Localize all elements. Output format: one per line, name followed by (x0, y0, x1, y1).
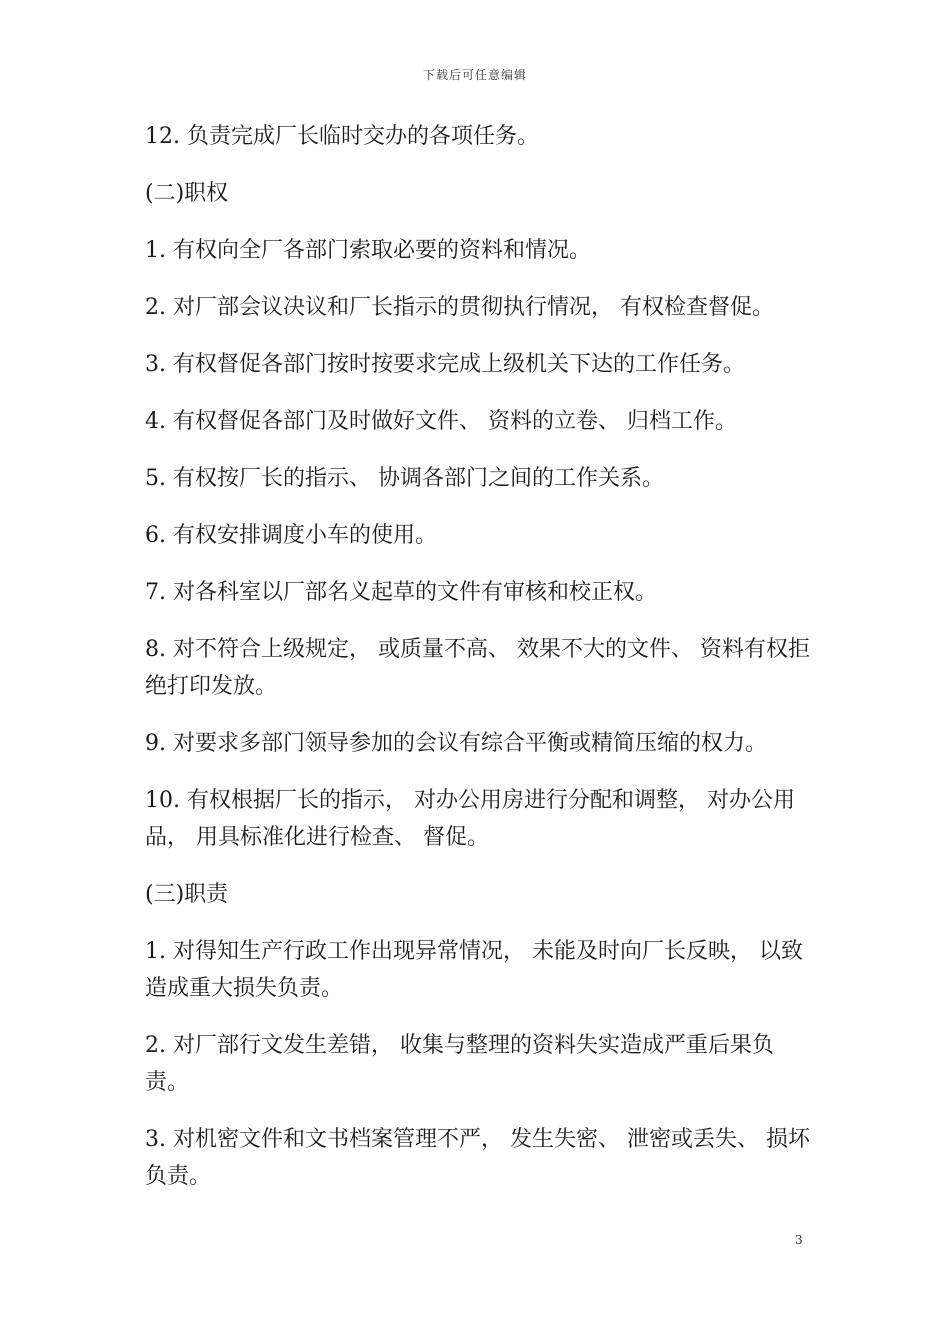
page-number: 3 (795, 1233, 803, 1247)
paragraph: 3. 有权督促各部门按时按要求完成上级机关下达的工作任务。 (145, 352, 745, 377)
paragraph: 6. 有权安排调度小车的使用。 (145, 523, 437, 548)
section-heading: (二)职权 (145, 181, 229, 206)
paragraph: 9. 对要求多部门领导参加的会议有综合平衡或精简压缩的权力。 (145, 731, 767, 756)
paragraph: 8. 对不符合上级规定， 或质量不高、 效果不大的文件、 资料有权拒绝打印发放。 (145, 637, 810, 699)
paragraph: 5. 有权按厂长的指示、 协调各部门之间的工作关系。 (145, 466, 664, 491)
paragraph: 10. 有权根据厂长的指示， 对办公用房进行分配和调整， 对办公用品， 用具标准化进行检查、 督促。 (145, 788, 795, 850)
section-heading: (三)职责 (145, 882, 229, 907)
paragraph: 3. 对机密文件和文书档案管理不严， 发生失密、 泄密或丢失、 损坏负责。 (145, 1127, 810, 1189)
paragraph: 1. 对得知生产行政工作出现异常情况， 未能及时向厂长反映， 以致造成重大损失负责。 (145, 939, 803, 1001)
paragraph: 4. 有权督促各部门及时做好文件、 资料的立卷、 归档工作。 (145, 409, 737, 434)
paragraph: 2. 对厂部行文发生差错， 收集与整理的资料失实造成严重后果负责。 (145, 1033, 774, 1095)
paragraph: 1. 有权向全厂各部门索取必要的资料和情况。 (145, 238, 591, 263)
paragraph: 12. 负责完成厂长临时交办的各项任务。 (145, 124, 539, 149)
document-body (145, 118, 810, 1215)
page-header: 下载后可任意编辑 (422, 68, 527, 82)
paragraph: 7. 对各科室以厂部名义起草的文件有审核和校正权。 (145, 580, 657, 605)
paragraph: 2. 对厂部会议决议和厂长指示的贯彻执行情况， 有权检查督促。 (145, 295, 774, 320)
